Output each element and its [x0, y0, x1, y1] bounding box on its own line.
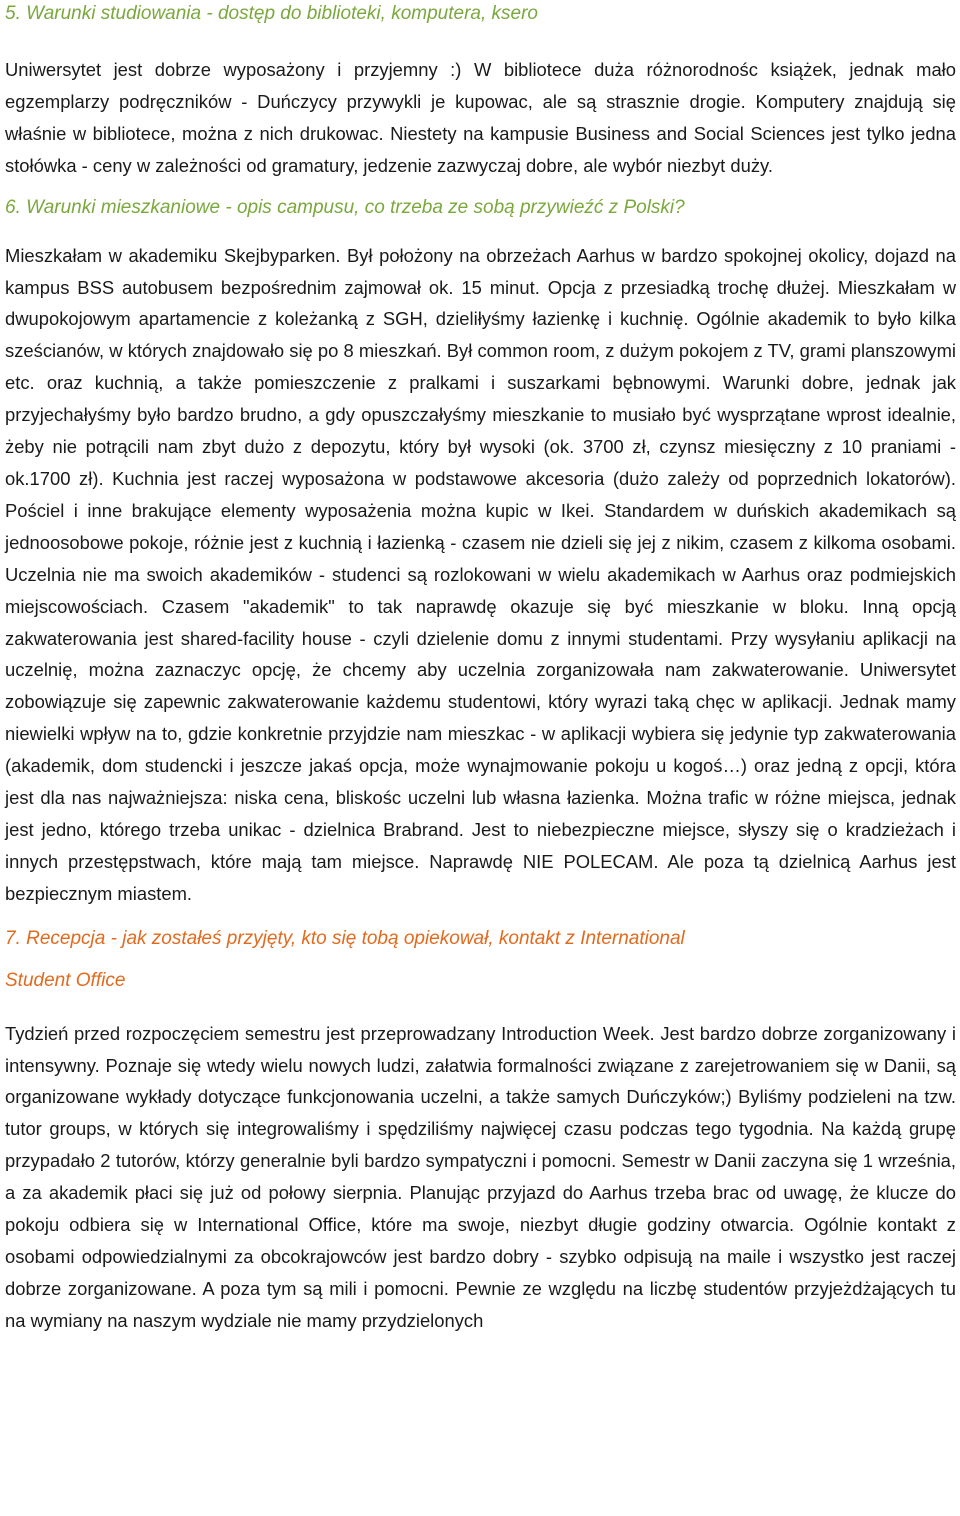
- section-7-heading-continued: Student Office: [5, 969, 126, 991]
- section-5-heading: 5. Warunki studiowania - dostęp do biblioteki, komputera, ksero: [5, 3, 538, 24]
- section-7-body: Tydzień przed rozpoczęciem semestru jest przeprowadzany Introduction Week. Jest bardzo dobrze zorganizowany i intensywny. Poznaje się wtedy wielu nowych ludzi, załatwia formalności związane z zarejetrowaniem się w Danii, są organizowane wykłady dotyczące funkcjonowania uczelni, a także samych Duńczyków;) Byliśmy podzieleni na tzw. tutor groups, w których się integrowaliśmy i spędziliśmy najwięcej czasu podczas tego tygodnia. Na każdą grupę przypadało 2 tutorów, którzy generalnie byli bardzo sympatyczni i pomocni. Semestr w Danii zaczyna się 1 września, a za akademik płaci się już od połowy sierpnia. Planując przyjazd do Aarhus trzeba brac od uwagę, że klucze do pokoju odbiera się w International Office, które ma swoje, niezbyt długie godziny otwarcia. Ogólnie kontakt z osobami odpowiedzialnymi za obcokrajowców jest bardzo dobry - szybko odpisują na maile i wszystko jest raczej dobrze zorganizowane. A poza tym są mili i pomocni. Pewnie ze względu na liczbę studentów przyjeżdżających tu na wymiany na naszym wydziale nie mamy przydzielonych: [5, 1022, 956, 1331]
- section-5-body: Uniwersytet jest dobrze wyposażony i przyjemny :) W bibliotece duża różnorodnośc książek, jednak mało egzemplarzy podręczników - Duńczycy przywykli je kupowac, ale są strasznie drogie. Komputery znajdują się właśnie w bibliotece, można z nich drukowac. Niestety na kampusie Business and Social Sciences jest tylko jedna stołówka - ceny w zależności od gramatury, jedzenie zazwyczaj dobre, ale wybór niezbyt duży.: [5, 59, 956, 176]
- section-6-body: Mieszkałam w akademiku Skejbyparken. Był położony na obrzeżach Aarhus w bardzo spokojnej okolicy, dojazd na kampus BSS autobusem bezpośrednim zajmował ok. 15 minut. Opcja z przesiadką trochę dłużej. Mieszkałam w dwupokojowym apartamencie z koleżanką z SGH, dzieliłyśmy łazienkę i kuchnię. Ogólnie akademik to było kilka sześcianów, w których znajdowało się po 8 mieszkań. Był common room, z dużym pokojem z TV, grami planszowymi etc. oraz kuchnią, a także pomieszczenie z pralkami i suszarkami bębnowymi. Warunki dobre, jednak jak przyjechałyśmy było bardzo brudno, a gdy opuszczałyśmy mieszkanie to musiało być wysprzątane wprost idealnie, żeby nie potrącili nam zbyt dużo z depozytu, który był wysoki (ok. 3700 zł, czynsz miesięczny z 10 praniami - ok.1700 zł). Kuchnia jest raczej wyposażona w podstawowe akcesoria (dużo zależy od poprzednich lokatorów). Pościel i inne brakujące elementy wyposażenia można kupic w Ikei. Standardem w duńskich akademikach są jednoosobowe pokoje, różnie jest z kuchnią i łazienką - czasem nie dzieli się jej z nikim, czasem z kilkoma osobami. Uczelnia nie ma swoich akademików - studenci są rozlokowani w wielu akademikach w Aarhus oraz podmiejskich miejscowościach. Czasem "akademik" to tak naprawdę okazuje się być mieszkanie w bloku. Inną opcją zakwaterowania jest shared-facility house - czyli dzielenie domu z innymi studentami. Przy wysyłaniu aplikacji na uczelnię, można zaznaczyc opcję, że chcemy aby uczelnia zorganizowała nam zakwaterowanie. Uniwersytet zobowiązuje się zapewnic zakwaterowanie każdemu studentowi, który wyrazi taką chęc w aplikacji. Jednak mamy niewielki wpływ na to, gdzie konkretnie przyjdzie nam mieszkac - w aplikacji wybiera się jedynie typ zakwaterowania (akademik, dom studencki i jeszcze jakaś opcja, może wynajmowanie pokoju u kogoś…) oraz jedną z opcji, która jest dla nas najważniejsza: niska cena, bliskośc uczelni lub własna łazienka. Można trafic w różne miejsca, jednak jest jedno, którego trzeba unikac - dzielnica Brabrand. Jest to niebezpieczne miejsce, słyszy się o kradzieżach i innych przestępstwach, które mają tam miejsce. Naprawdę NIE POLECAM. Ale poza tą dzielnicą Aarhus jest bezpiecznym miastem.: [5, 244, 956, 904]
- section-6-heading: 6. Warunki mieszkaniowe - opis campusu, co trzeba ze sobą przywieźć z Polski?: [5, 196, 685, 218]
- section-7-heading: 7. Recepcja - jak zostałeś przyjęty, kto się tobą opiekował, kontakt z International: [5, 927, 685, 949]
